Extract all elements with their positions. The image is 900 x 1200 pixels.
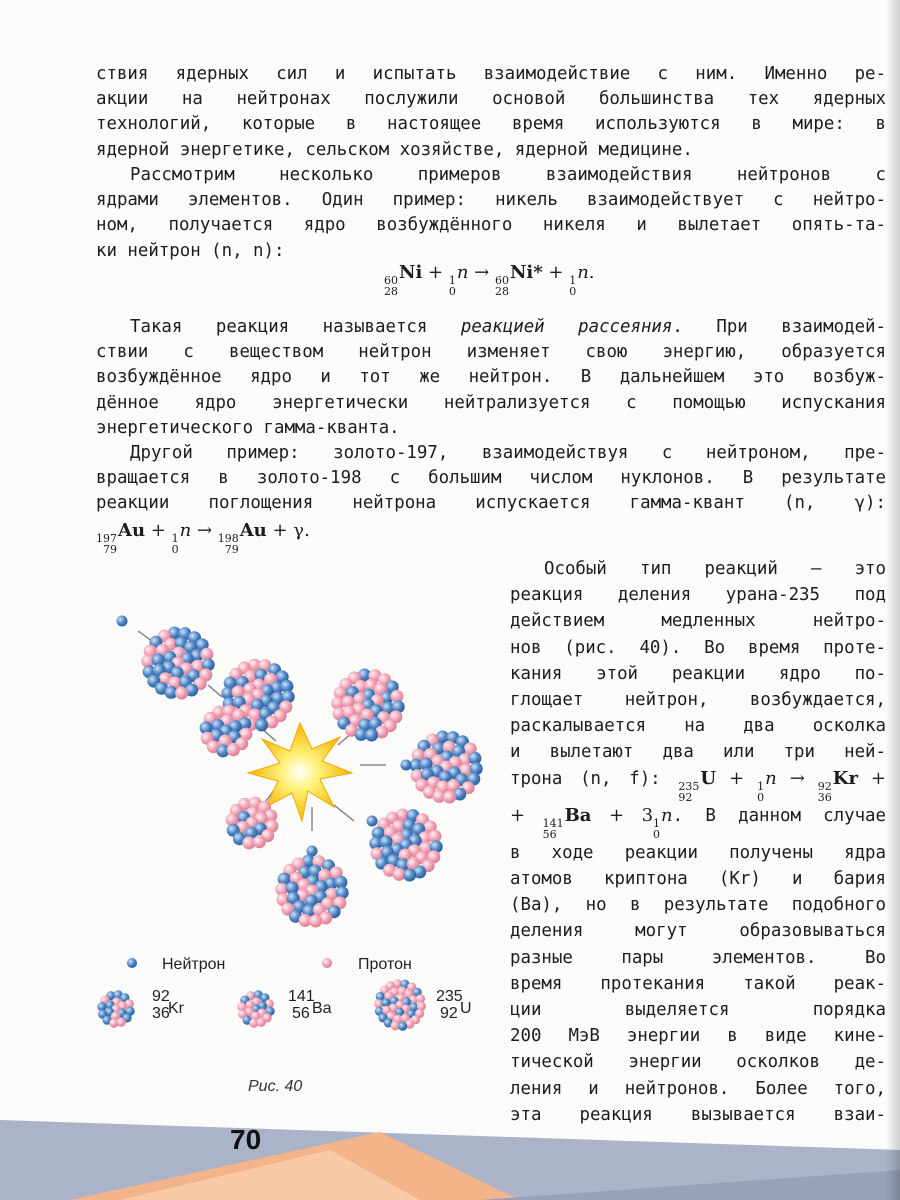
legend-ba-z: 56 xyxy=(292,1005,310,1022)
p3-line-5: энергетического гамма-кванта. xyxy=(96,417,400,438)
legend-kr-cluster xyxy=(97,990,134,1027)
page-edge-shadow xyxy=(886,0,900,1200)
rc-formula-line-1: трона (n, f): 235 92 U + 1 0 n → 92 36 Kr + xyxy=(510,767,887,804)
rc-line-3: действием медленных нейтро- xyxy=(510,611,886,632)
rc-line-19: эта реакция вызывается взаи- xyxy=(510,1104,886,1125)
rc-line-5: кания этой реакции ядро по- xyxy=(510,663,886,684)
paragraph-3 xyxy=(96,315,886,441)
legend-kr-z: 36 xyxy=(152,1005,170,1022)
p3-line-4: дённое ядро энергетически нейтрализуется с помощью испускания xyxy=(96,392,886,413)
legend-kr-mass: 92 xyxy=(152,988,170,1005)
fragment-nucleus-right xyxy=(409,731,482,804)
p3-line-2: ствии с веществом нейтрон изменяет свою энергию, образуется xyxy=(96,342,886,363)
rc-line-1: Особый тип реакций — это xyxy=(544,559,886,579)
p3-line-1: Такая реакция называется реакцией рассеяния. При взаимодей- xyxy=(130,317,886,337)
p2-line-2: ядрами элементов. Один пример: никель взаимодействует с нейтро- xyxy=(96,190,886,211)
p2-line-3: ном, получается ядро возбуждённого никеля и вылетает опять-та- xyxy=(96,215,886,236)
legend-proton-label: Протон xyxy=(358,956,412,973)
rc-line-4: нов (рис. 40). Во время проте- xyxy=(510,637,886,658)
gold-capture-formula: 197 79 Au + 1 0 n → 198 79 Au + γ. xyxy=(96,520,310,557)
paragraph-4 xyxy=(96,441,886,517)
rc-line-13: разные пары элементов. Во xyxy=(510,947,886,968)
legend-neutron-label: Нейтрон xyxy=(162,956,226,973)
nickel-scattering-formula: 60 28 Ni + 1 0 n → 60 28 Ni* + 1 0 n. xyxy=(384,262,595,299)
term-scattering: реакцией рассеяния xyxy=(460,317,673,337)
p4-line-2: вращается в золото-198 с большим числом нуклонов. В результате xyxy=(96,468,886,489)
arrow-5 xyxy=(334,805,354,821)
fragment-nucleus-lower-right xyxy=(369,809,442,882)
legend-u-z: 92 xyxy=(440,1005,458,1022)
rc-line-9: в ходе реакции получены ядра xyxy=(510,842,886,863)
incoming-neutron xyxy=(117,616,128,627)
rc-line-12: деления могут образовываться xyxy=(510,921,886,942)
rc-formula-line-2: + 141 56 Ba + 3 1 0 n. В данном случае xyxy=(510,804,886,841)
legend-neutron-icon xyxy=(127,958,137,968)
rc-line-18: ления и нейтронов. Более того, xyxy=(510,1078,886,1099)
legend-kr-symbol: Kr xyxy=(168,1000,184,1017)
p1-line-1: ствия ядерных сил и испытать взаимодействие с ним. Именно ре- xyxy=(96,64,886,84)
rc-line-11: (Ba), но в результате подобного xyxy=(510,895,886,916)
rc-line-16: 200 МэВ энергии в виде кине- xyxy=(510,1026,886,1047)
p2-line-4: ки нейтрон (n, n): xyxy=(96,240,285,261)
rc-line-6: глощает нейтрон, возбуждается, xyxy=(510,690,886,711)
rc-line-2: реакция деления урана-235 под xyxy=(510,585,886,606)
legend-ba-mass: 141 xyxy=(288,988,315,1005)
figure-caption: Рис. 40 xyxy=(248,1078,303,1095)
p1-line-3: технологий, которые в настоящее время используются в мире: в xyxy=(96,114,886,135)
rc-line-8: и вылетают два или три ней- xyxy=(510,742,886,763)
legend-u-mass: 235 xyxy=(436,988,463,1005)
legend-proton-icon xyxy=(322,958,332,968)
legend-u-symbol: U xyxy=(460,1000,472,1017)
fission-paragraph xyxy=(510,556,886,1128)
legend-u-cluster xyxy=(374,979,426,1031)
page-number: 70 xyxy=(230,1124,262,1155)
legend-ba-cluster xyxy=(237,990,274,1027)
fission-figure xyxy=(90,595,510,1055)
p4-line-1: Другой пример: золото-197, взаимодействуя с нейтроном, пре- xyxy=(130,443,886,463)
paragraph-2 xyxy=(96,163,886,264)
p1-line-4: ядерной энергетике, сельском хозяйстве, ядерной медицине. xyxy=(96,139,693,160)
page-footer-band xyxy=(0,1120,900,1200)
rc-line-7: раскалывается на два осколка xyxy=(510,716,886,737)
paragraph-1 xyxy=(96,62,886,163)
uranium-235-nucleus xyxy=(141,627,214,700)
rc-line-10: атомов криптона (Kr) и бария xyxy=(510,868,886,889)
rc-line-15: ции выделяется порядка xyxy=(510,999,886,1020)
p3-line-3: возбуждённое ядро и тот же нейтрон. В дальнейшем это возбуж- xyxy=(96,367,886,388)
rc-line-17: тической энергии осколков де- xyxy=(510,1052,886,1073)
released-neutron-lower-right xyxy=(367,816,378,827)
p4-line-3: реакции поглощения нейтрона испускается гамма-квант (n, γ): xyxy=(96,493,886,514)
legend-ba-symbol: Ba xyxy=(312,1000,332,1017)
p1-line-2: акции на нейтронах послужили основой большинства тех ядерных xyxy=(96,89,886,110)
p2-line-1: Рассмотрим несколько примеров взаимодействия нейтронов с xyxy=(130,165,886,185)
arrow-1 xyxy=(208,685,222,697)
fragment-nucleus-bottom xyxy=(275,855,348,928)
rc-line-14: время протекания такой реак- xyxy=(510,973,886,994)
arrow-0 xyxy=(138,631,152,641)
fragment-nucleus-top xyxy=(331,669,404,742)
released-neutron-right xyxy=(401,760,412,771)
